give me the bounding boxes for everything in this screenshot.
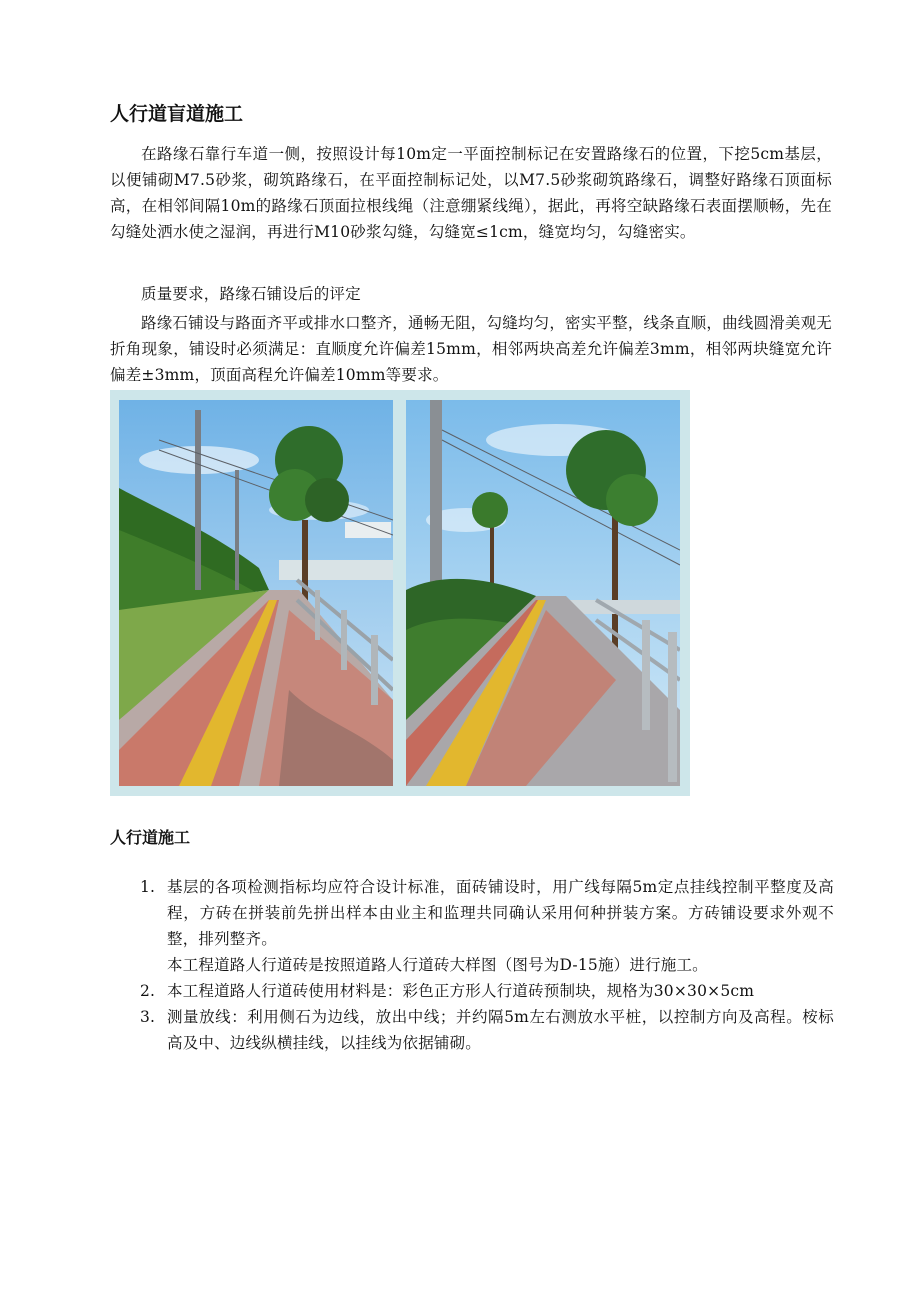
paragraph-curb-construction: 在路缘石靠行车道一侧，按照设计每10m定一平面控制标记在安置路缘石的位置，下挖5cm基层，以便铺砌M7.5砂浆，砌筑路缘石，在平面控制标记处，以M7.5砂浆砌筑路缘石，调整好路缘石顶面标高，在相邻间隔10m的路缘石顶面拉根线绳（注意绷紧线绳），据此，再将空缺路缘石表面摆顺畅，先在勾缝处洒水使之湿润，再进行M10砂浆勾缝，勾缝宽≤1cm，缝宽均匀，勾缝密实。 xyxy=(110,145,832,241)
paragraph-quality-heading: 质量要求，路缘石铺设后的评定 xyxy=(141,285,361,303)
list-item-text: 基层的各项检测指标均应符合设计标准，面砖铺设时，用广线每隔5m定点挂线控制平整度及高程，方砖在拼装前先拼出样本由业主和监理共同确认采用何种拼装方案。方砖铺设要求外观不整，排列整齐。 xyxy=(167,878,834,948)
list-item xyxy=(110,874,834,978)
construction-steps-list xyxy=(110,874,834,1056)
list-item-number: 3. xyxy=(140,1008,156,1026)
section-title-sidewalk: 人行道施工 xyxy=(110,828,191,847)
list-item-number: 2. xyxy=(140,982,156,1000)
sidewalk-photo-right xyxy=(406,400,680,786)
section-title-blind-path: 人行道盲道施工 xyxy=(110,103,244,125)
list-item xyxy=(110,1004,834,1056)
paragraph-quality-requirements: 路缘石铺设与路面齐平或排水口整齐，通畅无阻，勾缝均匀，密实平整，线条直顺，曲线圆滑美观无折角现象，铺设时必须满足：直顺度允许偏差15mm，相邻两块高差允许偏差3mm，相邻两块缝宽允许偏差±3mm，顶面高程允许偏差10mm等要求。 xyxy=(110,314,832,384)
list-item xyxy=(110,978,834,1004)
photo-frame xyxy=(110,390,690,796)
list-item-note: 本工程道路人行道砖是按照道路人行道砖大样图（图号为D-15施）进行施工。 xyxy=(167,956,708,974)
list-item-number: 1. xyxy=(140,878,156,896)
list-item-text: 测量放线：利用侧石为边线，放出中线；并约隔5m左右测放水平桩，以控制方向及高程。桉标高及中、边线纵横挂线，以挂线为依据铺砌。 xyxy=(167,1008,834,1052)
sidewalk-photo-left xyxy=(119,400,393,786)
list-item-text: 本工程道路人行道砖使用材料是：彩色正方形人行道砖预制块，规格为30×30×5cm xyxy=(167,982,755,1000)
